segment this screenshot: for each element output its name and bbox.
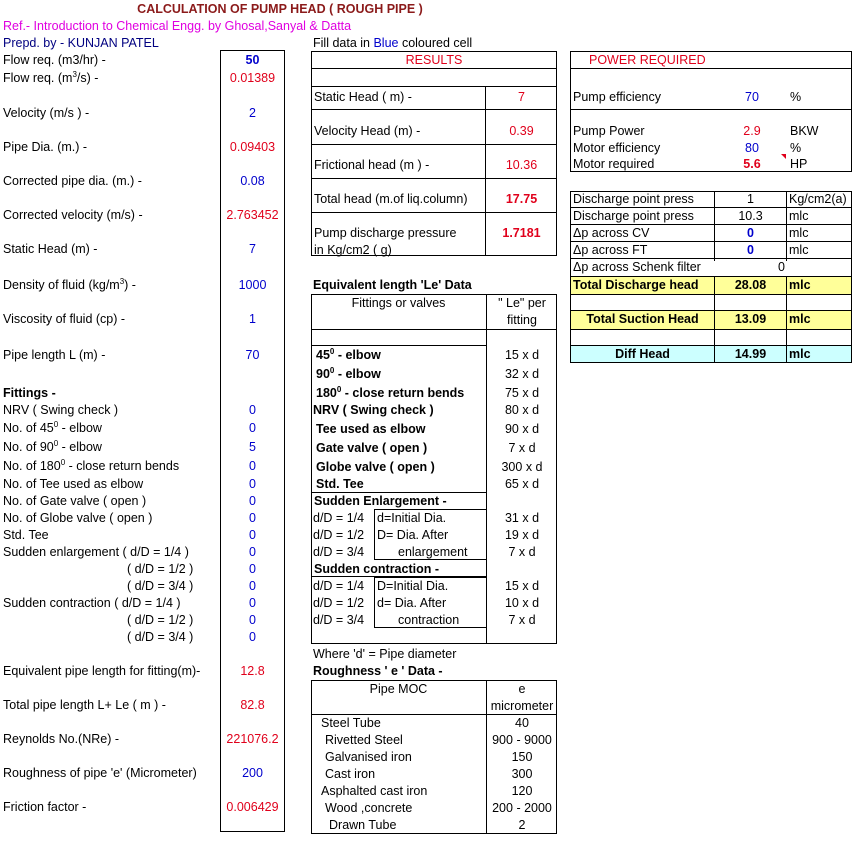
le-90-value: 32 x d: [504, 367, 540, 381]
input-top-line: [220, 50, 285, 51]
elbow45-label: No. of $45^0$ - elbow: [3, 419, 102, 435]
prepared-by: Prepd. by - KUNJAN PATEL: [3, 36, 159, 50]
result-frictional-head-label: Frictional head (m ) -: [314, 158, 430, 172]
total-len-label: Total pipe length L+ Le ( m ) -: [3, 698, 166, 712]
dg-hline-4: [570, 258, 852, 259]
power-header-line: [570, 68, 852, 69]
le-line-2: [311, 492, 486, 493]
reynolds-label: Reynolds No.(NRe) -: [3, 732, 120, 746]
le-180-label: $180^0$ - close return bends: [316, 384, 465, 400]
le-enl3-note: enlargement: [398, 545, 468, 559]
rough-row-e: 200 - 2000: [492, 801, 552, 815]
enl-34-label: ( d/D = 3/4 ): [127, 579, 194, 593]
dp-press1-label: Discharge point press: [573, 192, 694, 206]
le-where-note: Where 'd' = Pipe diameter: [313, 647, 457, 661]
eq-len-label: Equivalent pipe length for fitting(m)-: [3, 664, 201, 678]
viscosity-input[interactable]: 1: [249, 312, 256, 326]
density-input[interactable]: 1000: [238, 278, 267, 292]
le-con3-label: d/D = 3/4: [313, 613, 365, 627]
result-static-head-value: 7: [518, 90, 525, 104]
le-enl2-note: D= Dia. After: [377, 528, 449, 542]
result-total-head-label: Total head (m.of liq.column): [314, 192, 468, 206]
dg-hline-8: [570, 329, 852, 330]
total-discharge-value: 28.08: [734, 278, 767, 292]
le-con2-value: 10 x d: [504, 596, 540, 610]
nrv-input[interactable]: 0: [249, 403, 256, 417]
le-enl3-label: d/D = 3/4: [313, 545, 365, 559]
flow-m3s-value: 0.01389: [229, 71, 276, 85]
le-180-value: 75 x d: [504, 386, 540, 400]
viscosity-label: Viscosity of fluid (cp) -: [3, 312, 126, 326]
dp-cv-unit: mlc: [789, 226, 809, 240]
friction-value: 0.006429: [226, 800, 279, 814]
con-12-label: ( d/D = 1/2 ): [127, 613, 194, 627]
static-head-input[interactable]: 7: [249, 242, 256, 256]
dp-press1-value[interactable]: 1: [747, 192, 754, 206]
std-tee-label: Std. Tee: [3, 528, 49, 542]
dp-press2-unit: mlc: [789, 209, 809, 223]
le-nrv-value: 80 x d: [504, 403, 540, 417]
le-col1-header: Fittings or valves: [351, 296, 446, 310]
le-stdtee-label: Std. Tee: [316, 477, 364, 491]
dg-hline-1: [570, 207, 852, 208]
roughness-input[interactable]: 200: [242, 766, 263, 780]
le-90-label: $90^0$ - elbow: [316, 365, 381, 381]
rough-row-e: 150: [511, 750, 533, 764]
total-suction-value: 13.09: [734, 312, 767, 326]
result-velocity-head-value: 0.39: [509, 124, 534, 138]
le-table-heading: Equivalent length 'Le' Data: [313, 278, 472, 292]
results-line-3: [311, 144, 557, 145]
dg-hline-6: [570, 294, 852, 295]
result-discharge-pressure-label: Pump discharge pressure: [314, 226, 457, 240]
diff-head-value: 14.99: [734, 347, 767, 361]
flow-m3s-label: Flow req. $(m^3/s)$ -: [3, 69, 99, 85]
pump-eff-label: Pump efficiency: [573, 90, 662, 104]
density-label: Density of fluid $(kg/m^3)$ -: [3, 276, 136, 292]
fittings-heading: Fittings -: [3, 386, 56, 400]
total-discharge-label: Total Discharge head: [573, 278, 699, 292]
result-velocity-head-label: Velocity Head (m) -: [314, 124, 421, 138]
flow-m3hr-input[interactable]: 50: [245, 53, 260, 67]
tee-elbow-label: No. of Tee used as elbow: [3, 477, 144, 491]
results-line-1: [311, 86, 557, 87]
dg-hline-9: [570, 345, 852, 346]
corrected-vel-value: 2.763452: [226, 208, 279, 222]
corrected-dia-label: Corrected pipe dia. (m.) -: [3, 174, 142, 188]
le-con1-label: d/D = 1/4: [313, 579, 365, 593]
enl-14-input[interactable]: 0: [249, 545, 256, 559]
input-bottom-line: [220, 831, 285, 832]
rough-header-line: [311, 714, 557, 715]
pump-eff-unit: %: [790, 90, 802, 104]
total-len-value: 82.8: [240, 698, 265, 712]
rough-row-moc: Galvanised iron: [325, 750, 412, 764]
rough-row-moc: Wood ,concrete: [325, 801, 413, 815]
result-discharge-pressure-value: 1.7181: [502, 226, 541, 240]
le-con-heading: Sudden contraction -: [314, 562, 439, 576]
motor-req-value: 5.6: [743, 157, 761, 171]
motor-eff-unit: %: [790, 141, 802, 155]
le-enl1-note: d=Initial Dia.: [377, 511, 447, 525]
results-header-line: [311, 68, 557, 69]
rough-row-moc: Cast iron: [325, 767, 376, 781]
dp-schenk-label: Δp across Schenk filter: [573, 260, 701, 274]
rough-col2-header: e: [518, 682, 526, 696]
le-enl3-value: 7 x d: [508, 545, 536, 559]
input-divider-right: [284, 50, 285, 832]
le-col2-header-sub: fitting: [507, 313, 537, 327]
corrected-dia-input[interactable]: 0.08: [240, 174, 265, 188]
result-frictional-head-value: 10.36: [505, 158, 538, 172]
elbow45-input[interactable]: 0: [249, 421, 256, 435]
motor-req-label: Motor required: [573, 157, 655, 171]
dp-press2-label: Discharge point press: [573, 209, 694, 223]
total-discharge-unit: mlc: [789, 278, 811, 292]
rough-row-moc: Drawn Tube: [329, 818, 397, 832]
pump-power-unit: BKW: [790, 124, 819, 138]
rough-row-moc: Rivetted Steel: [325, 733, 403, 747]
diff-head-label: Diff Head: [615, 347, 670, 361]
le-enl2-label: d/D = 1/2: [313, 528, 365, 542]
page-title: CALCULATION OF PUMP HEAD ( ROUGH PIPE ): [137, 2, 423, 16]
result-static-head-label: Static Head ( m) -: [314, 90, 412, 104]
gate-input[interactable]: 0: [249, 494, 256, 508]
dg-hline-7: [570, 310, 852, 311]
bend180-label: No. of $180^0$ - close return bends: [3, 457, 180, 473]
le-45-value: 15 x d: [504, 348, 540, 362]
dg-hline-3: [570, 241, 852, 242]
std-tee-input[interactable]: 0: [249, 528, 256, 542]
le-globe-label: Globe valve ( open ): [316, 460, 435, 474]
le-con3-note: contraction: [398, 613, 460, 627]
con-14-input[interactable]: 0: [249, 596, 256, 610]
le-con2-note: d= Dia. After: [377, 596, 447, 610]
dp-cv-label: Δp across CV: [573, 226, 650, 240]
pump-eff-input[interactable]: 70: [745, 90, 759, 104]
reynolds-value: 221076.2: [226, 732, 279, 746]
le-con1-value: 15 x d: [504, 579, 540, 593]
con-34-input[interactable]: 0: [249, 630, 256, 644]
tee-elbow-input[interactable]: 0: [249, 477, 256, 491]
le-header-line: [311, 329, 557, 330]
friction-label: Friction factor -: [3, 800, 87, 814]
velocity-label: Velocity (m/s ) -: [3, 106, 90, 120]
le-col2-header: " Le" per: [498, 296, 546, 310]
dg-hline-5: [570, 276, 852, 277]
result-total-head-value: 17.75: [505, 192, 538, 206]
power-heading: POWER REQUIRED: [589, 53, 706, 67]
pipe-length-label: Pipe length L (m) -: [3, 348, 106, 362]
le-tee-label: Tee used as elbow: [316, 422, 426, 436]
enl-34-input[interactable]: 0: [249, 579, 256, 593]
le-gate-value: 7 x d: [508, 441, 536, 455]
rough-row-moc: Steel Tube: [321, 716, 381, 730]
total-suction-label: Total Suction Head: [586, 312, 699, 326]
rough-row-moc: Asphalted cast iron: [321, 784, 428, 798]
results-heading: RESULTS: [405, 53, 463, 67]
dp-ft-label: Δp across FT: [573, 243, 648, 257]
con-14-label: Sudden contraction ( d/D = 1/4 ): [3, 596, 181, 610]
enl-12-input[interactable]: 0: [249, 562, 256, 576]
le-globe-value: 300 x d: [501, 460, 543, 474]
le-45-label: $45^0$ - elbow: [316, 346, 381, 362]
total-suction-unit: mlc: [789, 312, 811, 326]
rough-row-e: 900 - 9000: [492, 733, 552, 747]
dp-ft-unit: mlc: [789, 243, 809, 257]
diff-head-unit: mlc: [789, 347, 811, 361]
reference-text: Ref.- Introduction to Chemical Engg. by Ghosal,Sanyal & Datta: [3, 19, 352, 33]
rough-col1-header: Pipe MOC: [369, 682, 428, 696]
le-gate-label: Gate valve ( open ): [316, 441, 428, 455]
le-line-1: [311, 345, 486, 346]
globe-input[interactable]: 0: [249, 511, 256, 525]
nrv-label: NRV ( Swing check ): [3, 403, 119, 417]
pipe-dia-value: 0.09403: [229, 140, 276, 154]
con-34-label: ( d/D = 3/4 ): [127, 630, 194, 644]
le-enl1-label: d/D = 1/4: [313, 511, 365, 525]
corrected-vel-label: Corrected velocity (m/s) -: [3, 208, 143, 222]
le-enl2-value: 19 x d: [504, 528, 540, 542]
rough-col2-header-sub: micrometer: [490, 699, 554, 713]
motor-eff-input[interactable]: 80: [745, 141, 759, 155]
flow-m3hr-label: Flow req. (m3/hr) -: [3, 53, 106, 67]
dp-schenk-value[interactable]: 0: [778, 260, 785, 274]
eq-len-value: 12.8: [240, 664, 265, 678]
elbow90-input[interactable]: 5: [249, 440, 256, 454]
dp-cv-input[interactable]: 0: [747, 226, 754, 240]
globe-label: No. of Globe valve ( open ): [3, 511, 153, 525]
con-12-input[interactable]: 0: [249, 613, 256, 627]
rough-row-e: 2: [518, 818, 526, 832]
velocity-input[interactable]: 2: [249, 106, 256, 120]
results-line-4: [311, 178, 557, 179]
rough-row-e: 120: [511, 784, 533, 798]
pump-power-value: 2.9: [743, 124, 761, 138]
le-con3-value: 7 x d: [508, 613, 536, 627]
pipe-length-input[interactable]: 70: [245, 348, 260, 362]
dp-ft-input[interactable]: 0: [747, 243, 754, 257]
dp-press2-value: 10.3: [738, 209, 763, 223]
dg-hline-2: [570, 224, 852, 225]
le-enl-heading: Sudden Enlargement -: [314, 494, 447, 508]
results-line-5: [311, 212, 557, 213]
elbow90-label: No. of $90^0$ - elbow: [3, 438, 102, 454]
le-enl1-value: 31 x d: [504, 511, 540, 525]
le-stdtee-value: 65 x d: [504, 477, 540, 491]
motor-eff-label: Motor efficiency: [573, 141, 661, 155]
result-discharge-pressure-unit: in Kg/cm2 ( g): [314, 243, 392, 257]
dg-vline-2b: [786, 277, 787, 363]
gate-label: No. of Gate valve ( open ): [3, 494, 147, 508]
dg-vline-2a: [786, 191, 787, 261]
comment-marker-icon[interactable]: [781, 154, 786, 159]
pump-power-label: Pump Power: [573, 124, 645, 138]
roughness-label: Roughness of pipe 'e' (Micrometer): [3, 766, 197, 780]
bend180-input[interactable]: 0: [249, 459, 256, 473]
pipe-dia-label: Pipe Dia. (m.) -: [3, 140, 88, 154]
enl-12-label: ( d/D = 1/2 ): [127, 562, 194, 576]
le-con2-label: d/D = 1/2: [313, 596, 365, 610]
enl-14-label: Sudden enlargement ( d/D = 1/4 ): [3, 545, 189, 559]
power-line: [570, 109, 852, 110]
results-line-2: [311, 109, 557, 110]
dp-press1-unit: Kg/cm2(a): [789, 192, 847, 206]
le-tee-value: 90 x d: [504, 422, 540, 436]
rough-table-heading: Roughness ' e ' Data -: [313, 664, 443, 678]
le-con1-note: D=Initial Dia.: [377, 579, 449, 593]
static-head-label: Static Head (m) -: [3, 242, 98, 256]
le-nrv-label: NRV ( Swing check ): [313, 403, 434, 417]
fill-note: Fill data in Blue coloured cell: [313, 36, 473, 50]
rough-row-e: 300: [511, 767, 533, 781]
rough-row-e: 40: [515, 716, 529, 730]
motor-req-unit: HP: [790, 157, 808, 171]
